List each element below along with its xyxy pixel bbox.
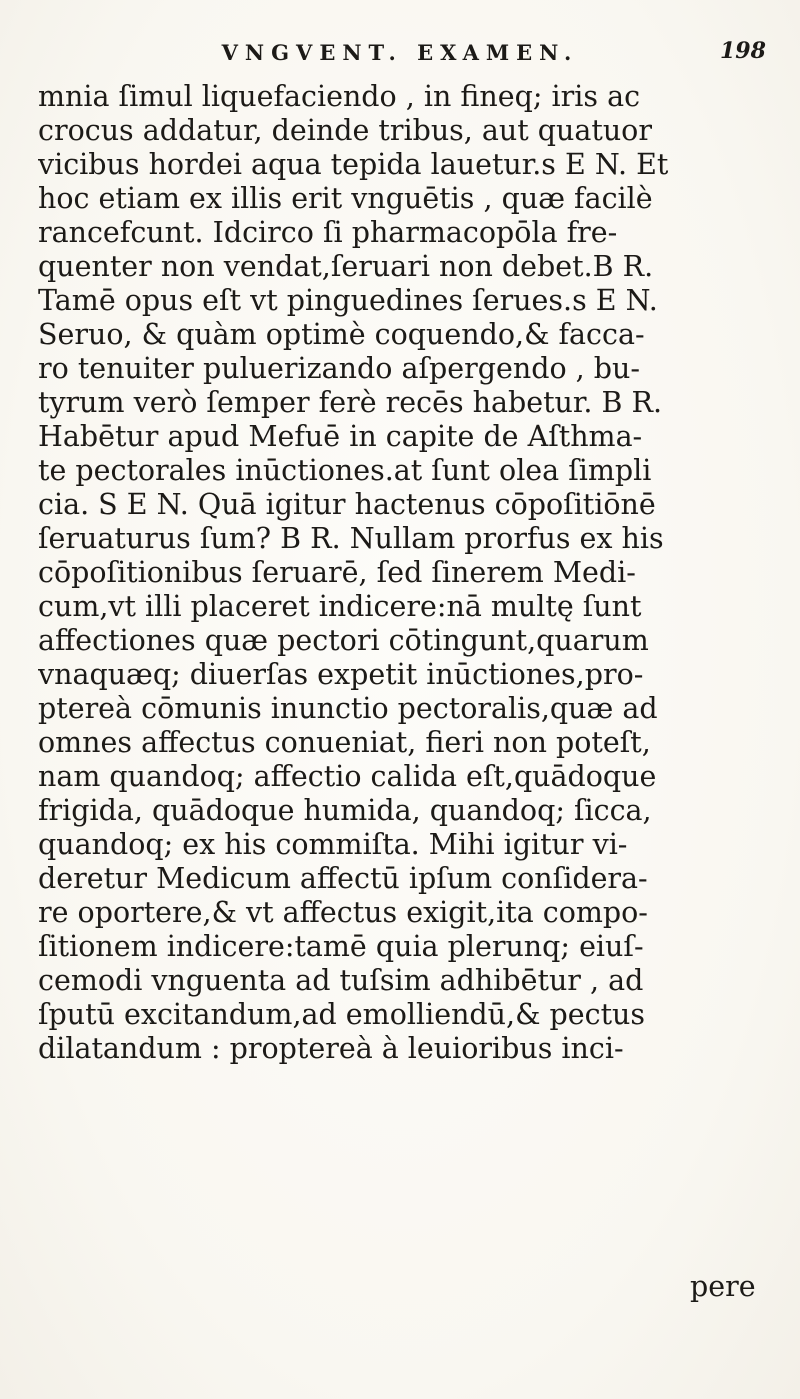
text-line: Seruo, & quàm optimè coquendo,& facca- [38, 318, 645, 351]
text-line: omnes affectus conueniat, fieri non poteſt, [38, 726, 651, 759]
text-line: quenter non vendat,ſeruari non debet.B R. [38, 250, 654, 283]
text-line: crocus addatur, deinde tribus, aut quatuor [38, 114, 652, 147]
text-line: re oportere,& vt affectus exigit,ita compo- [38, 896, 648, 929]
text-line: cōpoſitionibus ſeruarē, ſed ſinerem Medi- [38, 556, 636, 589]
text-line: te pectorales inūctiones.at ſunt olea ſimpli [38, 454, 652, 487]
text-line: dilatandum : proptereà à leuioribus inci- [38, 1032, 624, 1065]
text-line: vicibus hordei aqua tepida lauetur.s E N. Et [38, 148, 669, 181]
text-line: deretur Medicum affectū ipſum conſidera- [38, 862, 648, 895]
text-line: frigida, quādoque humida, quandoq; ſicca, [38, 794, 652, 827]
text-line: affectiones quæ pectori cōtingunt,quarum [38, 624, 649, 657]
text-line: Habētur apud Mefuē in capite de Aſthma- [38, 420, 643, 453]
text-line: tyrum verò ſemper ferè recēs habetur. B R. [38, 386, 663, 419]
text-line: mnia ſimul liquefaciendo , in fineq; iris ac [38, 80, 641, 113]
text-line: cum,vt illi placeret indicere:nā multę ſunt [38, 590, 642, 623]
catchword: pere [690, 1270, 756, 1303]
text-line: ſitionem indicere:tamē quia plerunq; eiuſ- [38, 930, 644, 963]
running-head: VNGVENT. EXAMEN. [221, 40, 579, 65]
text-line: cia. S E N. Quā igitur hactenus cōpoſitiōnē [38, 488, 656, 521]
page-number: 198 [720, 38, 766, 64]
text-line: ſeruaturus ſum? B R. Nullam prorfus ex his [38, 522, 664, 555]
text-line: ſputū excitandum,ad emolliendū,& pectus [38, 998, 646, 1031]
text-line: rancefcunt. Idcirco ſi pharmacopōla fre- [38, 216, 618, 249]
text-line: ro tenuiter puluerizando aſpergendo , bu- [38, 352, 641, 385]
text-line: hoc etiam ex illis erit vnguētis , quæ facilè [38, 182, 653, 215]
text-line: vnaquæq; diuerſas expetit inūctiones,pro- [38, 658, 644, 691]
body-text [38, 80, 778, 1066]
text-line: quandoq; ex his commiſta. Mihi igitur vi- [38, 828, 628, 861]
text-line: ptereà cōmunis inunctio pectoralis,quæ ad [38, 692, 658, 725]
text-line: nam quandoq; affectio calida eſt,quādoque [38, 760, 657, 793]
text-line: cemodi vnguenta ad tuſsim adhibētur , ad [38, 964, 644, 997]
text-line: Tamē opus eſt vt pinguedines ſerues.s E N. [38, 284, 658, 317]
